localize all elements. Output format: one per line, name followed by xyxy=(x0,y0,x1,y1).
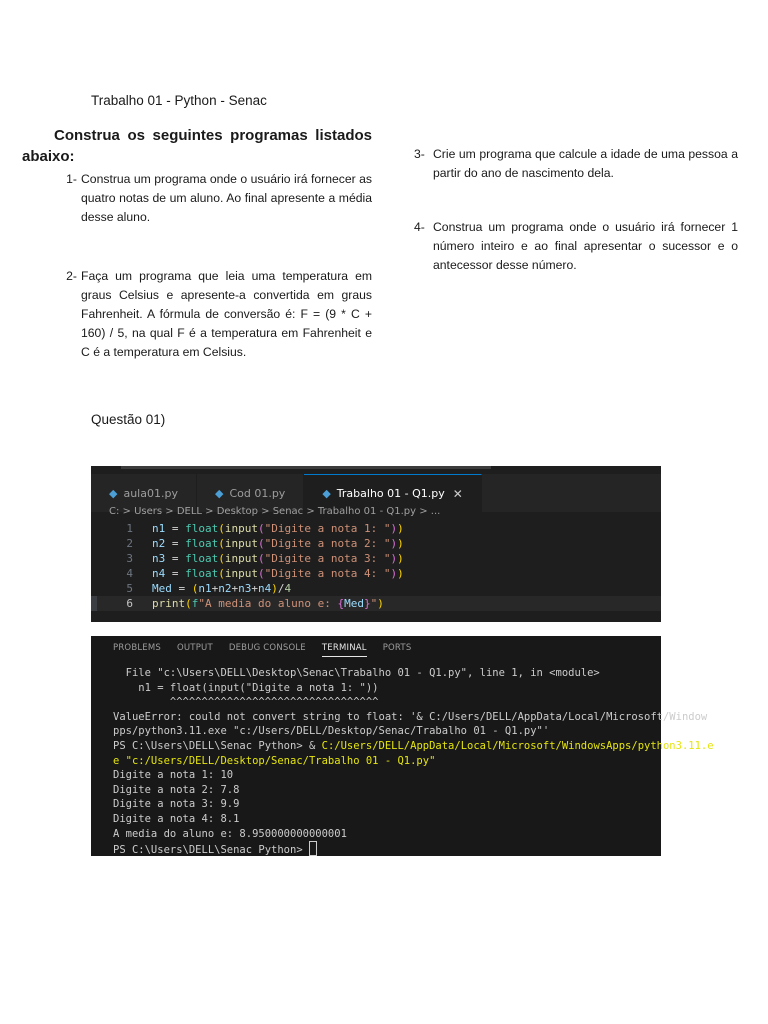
code-line: 5 Med = (n1+n2+n3+n4)/4 xyxy=(91,581,661,596)
line-number: 2 xyxy=(126,537,133,550)
instructions-right-column xyxy=(414,145,738,275)
document-title: Trabalho 01 - Python - Senac xyxy=(91,93,267,108)
breadcrumb[interactable]: C: > Users > DELL > Desktop > Senac > Trabalho 01 - Q1.py > ... xyxy=(109,506,441,517)
line-number: 6 xyxy=(126,597,133,610)
code-line: 2 n2 = float(input("Digite a nota 2: ")) xyxy=(91,536,661,551)
code-line: 1 n1 = float(input("Digite a nota 1: ")) xyxy=(91,521,661,536)
code-editor-screenshot xyxy=(91,466,661,622)
line-number: 5 xyxy=(126,582,133,595)
exercise-3 xyxy=(414,145,738,183)
terminal-line: Digite a nota 2: 7.8 xyxy=(113,783,240,796)
current-line-marker xyxy=(91,596,97,611)
exercise-text: Crie um programa que calcule a idade de uma pessoa a partir do ano de nascimento dela. xyxy=(433,147,738,180)
close-icon[interactable]: ✕ xyxy=(452,486,463,501)
highlighted-command: e "c:/Users/DELL/Desktop/Senac/Trabalho 01 - Q1.py" xyxy=(113,754,436,767)
line-number: 4 xyxy=(126,567,133,580)
terminal-panel-screenshot xyxy=(91,636,714,857)
prompt-text: PS C:\Users\DELL\Senac Python> & xyxy=(113,739,322,752)
instructions-heading: Construa os seguintes programas listados abaixo: xyxy=(22,127,372,165)
code-line: 4 n4 = float(input("Digite a nota 4: ")) xyxy=(91,566,661,581)
exercise-2 xyxy=(22,267,372,362)
instructions-left-column xyxy=(22,125,372,362)
tab-ports[interactable]: PORTS xyxy=(382,643,412,653)
code-line-current: 6 print(f"A media do aluno e: {Med}") xyxy=(91,596,661,611)
exercise-1 xyxy=(22,170,372,227)
python-file-icon: ◆ xyxy=(322,487,331,500)
python-file-icon: ◆ xyxy=(109,486,118,500)
line-number: 3 xyxy=(126,552,133,565)
code-area[interactable] xyxy=(91,521,661,611)
terminal-line xyxy=(113,754,673,769)
line-number: 1 xyxy=(126,522,133,535)
terminal-prompt-line xyxy=(113,841,673,856)
question-label: Questão 01) xyxy=(91,412,166,427)
exercise-number: 4- xyxy=(414,220,425,234)
terminal-line: Digite a nota 1: 10 xyxy=(113,769,234,782)
exercise-text: Construa um programa onde o usuário irá fornecer 1 número inteiro e ao final apresentar o sucessor e o antecessor desse número. xyxy=(433,220,738,272)
exercise-text: Faça um programa que leia uma temperatura em graus Celsius e apresente-a convertida em graus Fahrenheit. A fórmula de conversão é: F = (9 * C + 160) / 5, na qual F é a temperatura em Fahrenheit e C é a temperatura em Celsius. xyxy=(81,269,372,359)
title-strip xyxy=(121,466,491,469)
tab-output[interactable]: OUTPUT xyxy=(177,643,213,653)
code-line: 3 n3 = float(input("Digite a nota 3: ")) xyxy=(91,551,661,566)
exercise-number: 2- xyxy=(66,269,77,283)
exercise-text: Construa um programa onde o usuário irá fornecer as quatro notas de um aluno. Ao final apresente a média desse aluno. xyxy=(81,172,372,224)
tab-terminal[interactable]: TERMINAL xyxy=(322,643,367,657)
terminal-line: Digite a nota 3: 9.9 xyxy=(113,798,240,811)
tab-problems[interactable]: PROBLEMS xyxy=(113,643,161,653)
tab-label: aula01.py xyxy=(123,486,178,500)
tab-label: Cod 01.py xyxy=(229,486,286,500)
terminal-line: A media do aluno e: 8.950000000000001 xyxy=(113,827,347,840)
highlighted-command: C:/Users/DELL/AppData/Local/Microsoft/WindowsApps/python3.11.e xyxy=(321,739,714,752)
terminal-line xyxy=(113,739,714,754)
exercise-4 xyxy=(414,218,738,275)
tab-label: Trabalho 01 - Q1.py xyxy=(336,487,445,500)
prompt-text: PS C:\Users\DELL\Senac Python> xyxy=(113,844,309,857)
terminal-cursor xyxy=(309,841,317,856)
python-file-icon: ◆ xyxy=(214,486,224,500)
terminal-line: ^^^^^^^^^^^^^^^^^^^^^^^^^^^^^^^^^ xyxy=(113,696,379,709)
tab-debug-console[interactable]: DEBUG CONSOLE xyxy=(228,643,306,653)
exercise-number: 1- xyxy=(66,172,77,186)
terminal-line: File "c:\Users\DELL\Desktop\Senac\Trabalho 01 - Q1.py", line 1, in <module> xyxy=(113,667,600,679)
terminal-line: ValueError: could not convert string to float: '& C:/Users/DELL/AppData/Local/Microsoft/Window xyxy=(113,710,708,723)
terminal-line: pps/python3.11.exe "c:/Users/DELL/Desktop/Senac/Trabalho 01 - Q1.py"' xyxy=(113,725,550,738)
panel-tabs xyxy=(113,643,411,657)
exercise-number: 3- xyxy=(414,147,425,161)
terminal-line: Digite a nota 4: 8.1 xyxy=(113,812,240,825)
terminal-line: n1 = float(input("Digite a nota 1: ")) xyxy=(113,681,379,694)
terminal-output[interactable] xyxy=(113,666,714,857)
